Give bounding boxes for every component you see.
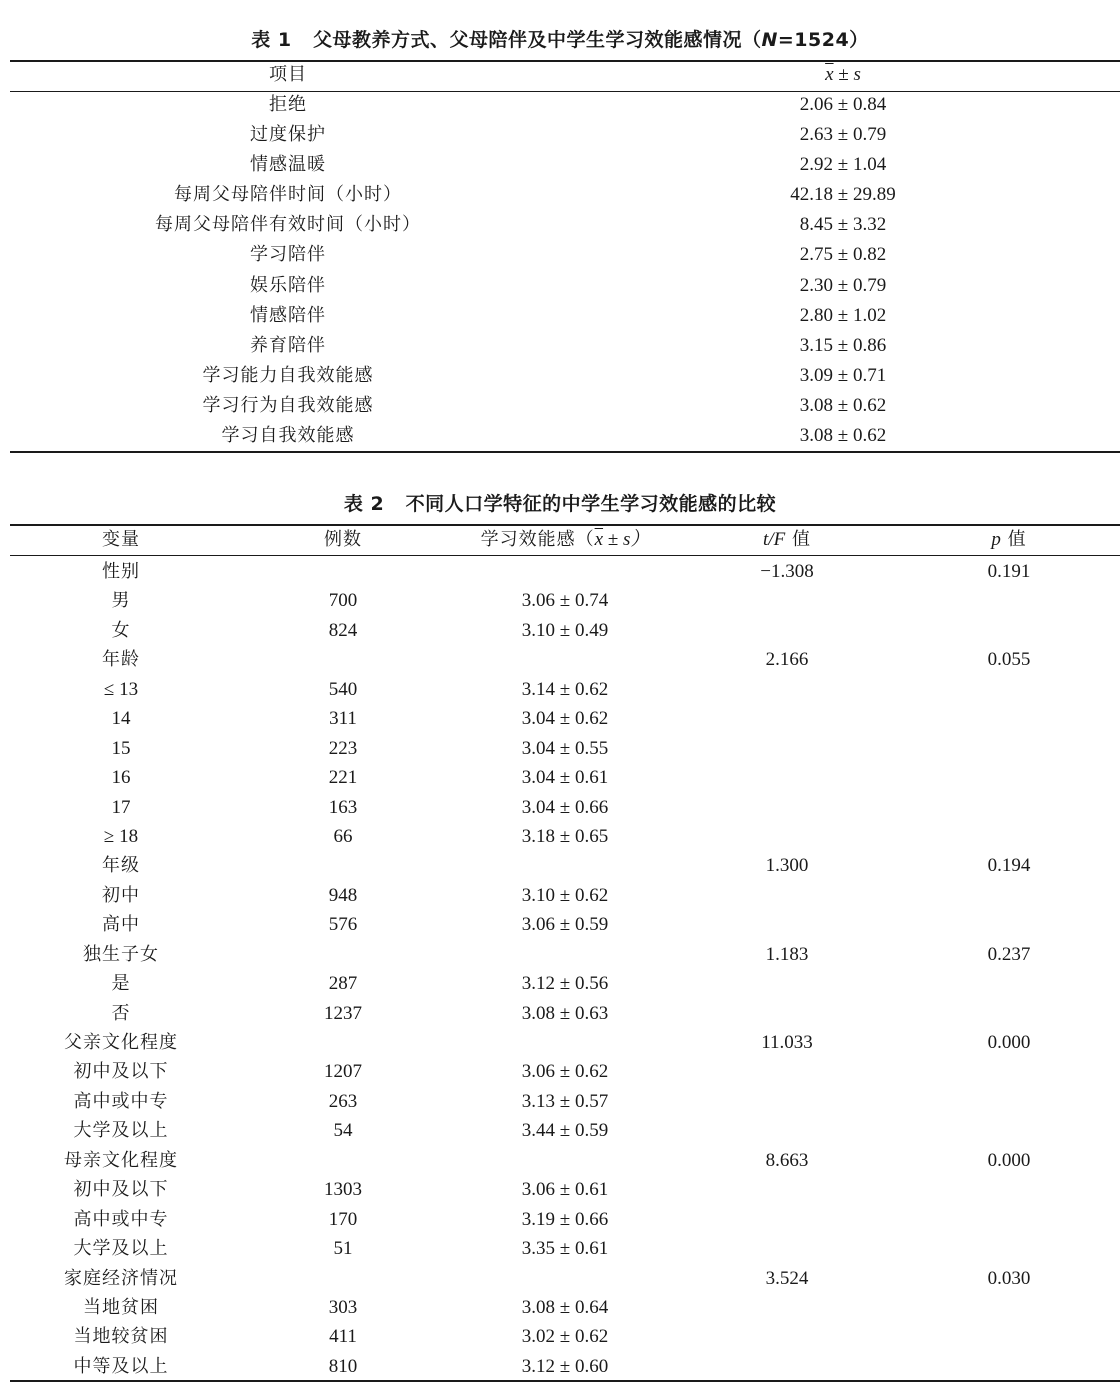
table-row [10, 1028, 1120, 1057]
table2-efficacy: 3.06 ± 0.61 [521, 1179, 609, 1201]
table2-variable: 母亲文化程度 [64, 1149, 178, 1171]
table-row [10, 1234, 1120, 1263]
table-row [10, 1087, 1120, 1116]
table2-header-row [10, 525, 1120, 555]
table2-variable: ≥ 18 [103, 825, 139, 847]
table2-variable: 女 [111, 619, 131, 641]
table2-variable: 独生子女 [83, 943, 159, 965]
table1-header-item: 项目 [269, 64, 307, 85]
table2-count: 163 [328, 796, 358, 818]
table1-title-close: ） [849, 29, 869, 51]
table2-tf: 8.663 [765, 1149, 809, 1171]
table2-tf: 1.183 [765, 943, 809, 965]
table-row [10, 1322, 1120, 1351]
table2-p: 0.000 [987, 1149, 1031, 1171]
table-row [10, 271, 1120, 301]
table-row [10, 851, 1120, 880]
table2-variable: 高中或中专 [73, 1208, 169, 1230]
table-row [10, 1293, 1120, 1322]
table-row [10, 120, 1120, 150]
table2-variable: 大学及以上 [73, 1120, 169, 1142]
table2-variable: 年龄 [102, 649, 140, 671]
table2-count: 54 [333, 1120, 353, 1142]
table2-tf: 1.300 [765, 855, 809, 877]
table2-count: 51 [333, 1238, 353, 1260]
table-row [10, 1205, 1120, 1234]
table-row [10, 1057, 1120, 1086]
table1-item: 娱乐陪伴 [250, 274, 326, 296]
table2-variable: 中等及以上 [73, 1355, 169, 1377]
table2-variable: 父亲文化程度 [64, 1032, 178, 1053]
table2-efficacy: 3.35 ± 0.61 [521, 1238, 609, 1260]
table2-label: 表 2 [343, 493, 385, 515]
table-row [10, 301, 1120, 331]
table2-count: 948 [328, 884, 358, 906]
table-row [10, 361, 1120, 391]
table1-header-xbar: $\overline{x}$ [825, 64, 834, 85]
table2-variable: 家庭经济情况 [64, 1267, 178, 1289]
table-row [10, 734, 1120, 763]
table2-variable: 初中及以下 [73, 1179, 169, 1201]
table-row [10, 704, 1120, 733]
table2-tf: 3.524 [765, 1267, 809, 1289]
table2-count: 1207 [324, 1061, 362, 1083]
table-row [10, 150, 1120, 180]
table2-bottom-rule [10, 1380, 1120, 1382]
table2-count: 287 [328, 973, 358, 995]
table2-count: 66 [333, 825, 353, 847]
table2-efficacy: 3.19 ± 0.66 [521, 1208, 609, 1230]
table2-efficacy: 3.04 ± 0.61 [521, 767, 609, 789]
table-row [10, 1264, 1120, 1293]
table2-efficacy: 3.04 ± 0.66 [521, 796, 609, 818]
table2-variable: 16 [111, 767, 131, 789]
table2-header-efficacy [454, 525, 676, 555]
table-row [10, 999, 1120, 1028]
table2-variable: 初中及以下 [73, 1061, 169, 1083]
table2-header-efficacy-xbar: $\overline{x}$ [594, 529, 604, 550]
table1-value: 2.63 ± 0.79 [799, 124, 887, 146]
table-row [10, 969, 1120, 998]
table2-variable: 15 [111, 737, 131, 759]
table2-variable: ≤ 13 [103, 678, 139, 700]
table-row [10, 90, 1120, 120]
table1-value: 3.08 ± 0.62 [799, 394, 887, 416]
table2-efficacy: 3.12 ± 0.56 [521, 973, 609, 995]
table2-header-p [898, 525, 1120, 555]
table1-item: 每周父母陪伴有效时间（小时） [155, 214, 421, 236]
table2-variable: 14 [111, 708, 131, 730]
table2-header-rule [10, 555, 1120, 556]
table1-value: 3.15 ± 0.86 [799, 334, 887, 356]
table2-count: 1303 [324, 1179, 362, 1201]
table2-p: 0.055 [987, 649, 1031, 671]
table2-count: 311 [329, 708, 357, 730]
table2-count: 700 [328, 590, 358, 612]
table-row [10, 822, 1120, 851]
table2-header-efficacy-prefix: 学习效能感（ [480, 529, 595, 550]
table-row [10, 1175, 1120, 1204]
table2-efficacy: 3.06 ± 0.59 [521, 914, 609, 936]
table-row [10, 793, 1120, 822]
table2-count: 263 [328, 1090, 358, 1112]
table2-tf: −1.308 [760, 561, 814, 582]
table-row [10, 331, 1120, 361]
table2-variable: 大学及以上 [73, 1238, 169, 1260]
table2-header-tf [676, 525, 898, 555]
table2-variable: 男 [111, 590, 131, 612]
table1-value: 2.92 ± 1.04 [799, 154, 887, 176]
table1-body [10, 90, 1120, 451]
table2-header-tf-symbol: t/F [763, 529, 786, 550]
table-row [10, 421, 1120, 451]
table2-title: 不同人口学特征的中学生学习效能感的比较 [405, 493, 777, 515]
table2-count: 411 [329, 1326, 357, 1348]
table2-variable: 性别 [102, 561, 140, 582]
table1-item: 过度保护 [250, 124, 326, 146]
table2-header-tf-suffix: 值 [785, 529, 811, 550]
table2-variable: 年级 [102, 855, 140, 877]
table2-caption [0, 489, 1120, 516]
table2-efficacy: 3.08 ± 0.63 [521, 1002, 609, 1024]
table2-variable: 当地贫困 [83, 1296, 159, 1318]
table-row [10, 881, 1120, 910]
table2-count: 540 [328, 678, 358, 700]
table2-p: 0.237 [987, 943, 1031, 965]
table2-count: 824 [328, 619, 358, 641]
table1-item: 情感陪伴 [250, 304, 326, 326]
table2-variable: 高中或中专 [73, 1090, 169, 1112]
table1-value: 2.80 ± 1.02 [799, 304, 887, 326]
table1-header-pm-s: ± s [833, 64, 861, 85]
table2-efficacy: 3.18 ± 0.65 [521, 825, 609, 847]
table2-body [10, 557, 1120, 1381]
table-row [10, 763, 1120, 792]
table2-count: 223 [328, 737, 358, 759]
table-row [10, 210, 1120, 240]
table-row [10, 240, 1120, 270]
table2-header-efficacy-suffix: ± s） [603, 529, 650, 550]
table1-value: 2.06 ± 0.84 [799, 94, 887, 115]
table2-efficacy: 3.06 ± 0.62 [521, 1061, 609, 1083]
table2-variable: 高中 [102, 914, 140, 936]
table1-value: 2.75 ± 0.82 [799, 244, 887, 266]
table2-count: 1237 [324, 1002, 362, 1024]
table1-value: 3.09 ± 0.71 [799, 364, 887, 386]
table2-variable: 初中 [102, 884, 140, 906]
table2-header-variable: 变量 [102, 529, 140, 550]
table2-variable: 17 [111, 796, 131, 818]
table1-n-symbol: N [761, 29, 778, 51]
table2-tf: 2.166 [765, 649, 809, 671]
table2-count: 221 [328, 767, 358, 789]
table1-header-row [10, 60, 1120, 90]
table1-item: 养育陪伴 [250, 334, 326, 356]
table2-efficacy: 3.02 ± 0.62 [521, 1326, 609, 1348]
table-row [10, 1116, 1120, 1145]
table2-efficacy: 3.10 ± 0.62 [521, 884, 609, 906]
table-row [10, 910, 1120, 939]
table-row [10, 940, 1120, 969]
table2-variable: 当地较贫困 [73, 1326, 169, 1348]
table-row [10, 586, 1120, 615]
table2-efficacy: 3.08 ± 0.64 [521, 1296, 609, 1318]
table-row [10, 1146, 1120, 1175]
table-row [10, 391, 1120, 421]
table1-bottom-rule [10, 451, 1120, 453]
table2-efficacy: 3.12 ± 0.60 [521, 1355, 609, 1377]
table2-variable: 是 [111, 973, 131, 995]
table1-n-value: =1524 [777, 29, 850, 51]
table2-count: 170 [328, 1208, 358, 1230]
table1-label: 表 1 [251, 29, 292, 51]
table1-title: 父母教养方式、父母陪伴及中学生学习效能感情况（ [312, 29, 762, 51]
table2-p: 0.191 [987, 561, 1031, 582]
table-row [10, 180, 1120, 210]
table-row [10, 645, 1120, 674]
table1-value: 2.30 ± 0.79 [799, 274, 887, 296]
table2-count: 576 [328, 914, 358, 936]
table2-header-count: 例数 [324, 529, 362, 550]
table1-value: 3.08 ± 0.62 [799, 425, 887, 447]
table2-header-p-suffix: 值 [1000, 529, 1027, 550]
table1-header-mean-sd [566, 60, 1120, 90]
table1-item: 学习能力自我效能感 [202, 364, 374, 386]
table-row [10, 1352, 1120, 1381]
table2-header-p-symbol: p [991, 529, 1001, 550]
table1-item: 情感温暖 [250, 154, 326, 176]
table2-efficacy: 3.04 ± 0.62 [521, 708, 609, 730]
table1-item: 每周父母陪伴时间（小时） [174, 184, 402, 206]
table1-item: 学习陪伴 [250, 244, 326, 266]
table2-efficacy: 3.44 ± 0.59 [521, 1120, 609, 1142]
table2-p: 0.030 [987, 1267, 1031, 1289]
table2-tf: 11.033 [761, 1032, 813, 1053]
table-row [10, 557, 1120, 586]
table2-efficacy: 3.14 ± 0.62 [521, 678, 609, 700]
table2-efficacy: 3.06 ± 0.74 [521, 590, 609, 612]
table1-caption [0, 25, 1120, 52]
table2-efficacy: 3.13 ± 0.57 [521, 1090, 609, 1112]
table1-item: 学习自我效能感 [221, 425, 355, 447]
table2-count: 810 [328, 1355, 358, 1377]
table1-value: 8.45 ± 3.32 [799, 214, 887, 236]
table1-value: 42.18 ± 29.89 [790, 184, 896, 206]
table2-efficacy: 3.04 ± 0.55 [521, 737, 609, 759]
table2-count: 303 [328, 1296, 358, 1318]
table1-item: 学习行为自我效能感 [202, 394, 374, 416]
table2-p: 0.000 [987, 1032, 1031, 1053]
table2-variable: 否 [111, 1002, 131, 1024]
table2-p: 0.194 [987, 855, 1031, 877]
table-row [10, 616, 1120, 645]
table2-efficacy: 3.10 ± 0.49 [521, 619, 609, 641]
table-row [10, 675, 1120, 704]
table1-item: 拒绝 [269, 94, 307, 115]
